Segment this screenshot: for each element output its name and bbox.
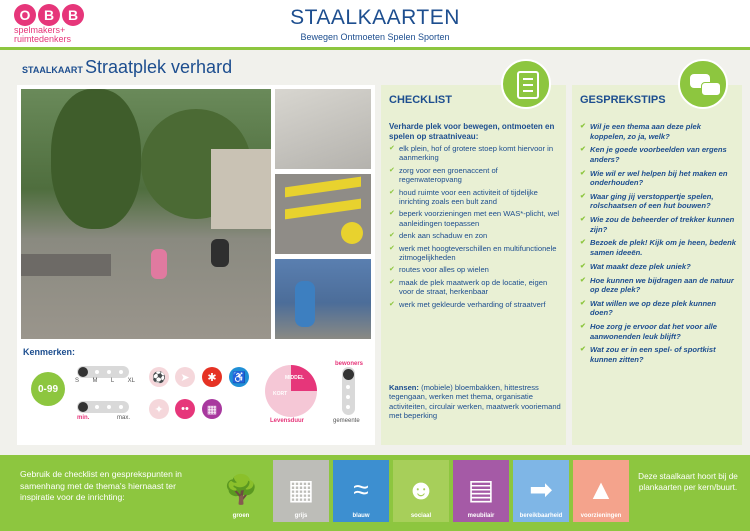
list-item: ✔ Wat willen we op deze plek kunnen doen?: [580, 299, 738, 318]
kansen-text: [389, 383, 561, 420]
bewoners-label: bewoners: [335, 361, 364, 367]
size-l: L: [110, 378, 115, 384]
size-xl: XL: [127, 378, 135, 384]
speech-bubbles-icon: [678, 59, 728, 109]
card-label: STAALKAART: [22, 65, 83, 75]
theme-blauw: [333, 460, 389, 522]
theme-label: sociaal: [410, 513, 432, 519]
photo-street-paint: [275, 174, 371, 254]
main-photo: [21, 89, 271, 339]
list-item: ✔ zorg voor een groenaccent of regenwateropvang: [389, 166, 561, 185]
list-item: ✔ denk aan schaduw en zon: [389, 231, 561, 240]
theme-label: meubilair: [467, 513, 495, 519]
footer-note: Deze staalkaart hoort bij de plankaarten per kern/buurt.: [638, 472, 738, 492]
list-item: ✔ routes voor alles op wielen: [389, 265, 561, 274]
list-item: ✔ Waar ging jij verstoppertje spelen, rolschaatsen of een hut bouwen?: [580, 192, 738, 211]
wheelchair-icon: ♿: [229, 367, 249, 387]
footer-instructions: Gebruik de checklist en gesprekspunten in samenhang met de thema's hiernaast ter inspiratie voor de inrichting:: [20, 469, 182, 502]
theme-label: voorzieningen: [580, 513, 622, 519]
min-label: min.: [77, 415, 90, 421]
playground-icon: ▲: [587, 474, 615, 505]
page-subtitle: Bewegen Ontmoeten Spelen Sporten: [300, 32, 450, 42]
theme-meubilair: [453, 460, 509, 522]
age-badge: 0-99: [31, 372, 65, 406]
page-title: STAALKAARTEN: [290, 6, 460, 29]
footer: [0, 455, 750, 531]
list-item: ✔ Hoe kunnen we bijdragen aan de natuur op deze plek?: [580, 276, 738, 295]
size-labels: [75, 378, 135, 384]
photo-man-painting: [275, 259, 371, 339]
list-item: ✔ Wil je een thema aan deze plek koppelen, zo ja, welk?: [580, 122, 738, 141]
checklist-items: [389, 144, 561, 312]
size-m: M: [92, 378, 98, 384]
wave-icon: ≈: [353, 474, 369, 505]
pie-kort: KORT: [273, 391, 288, 397]
tools-icon: ✦: [149, 399, 169, 419]
theme-groen: [213, 460, 269, 522]
theme-grijs: [273, 460, 329, 522]
kenmerken-title: Kenmerken:: [23, 347, 76, 357]
gesprekstips-panel: [572, 85, 742, 445]
gesprekstips-heading: GESPREKSTIPS: [580, 94, 666, 106]
logo-letter: B: [38, 4, 60, 26]
theme-label: bereikbaarheid: [519, 513, 563, 519]
people-icon: ☻: [406, 474, 436, 505]
bench-icon: ▦: [202, 399, 222, 419]
list-item: ✔ Wie wil er wel helpen bij het maken en onderhouden?: [580, 169, 738, 188]
checklist-intro: Verharde plek voor bewegen, ontmoeten en spelen op straatniveau:: [389, 122, 555, 141]
list-item: ✔ Hoe zorg je ervoor dat het voor alle aanwonenden leuk blijft?: [580, 322, 738, 341]
logo-tagline-2: ruimtedenkers: [14, 34, 72, 44]
theme-bereikbaarheid: [513, 460, 569, 522]
initiative-slider: [342, 367, 355, 415]
size-s: S: [75, 378, 80, 384]
pie-middel: MIDDEL: [285, 375, 305, 381]
gesprekstips-items: [580, 122, 738, 369]
chat-icon: ••: [175, 399, 195, 419]
ball-icon: ⚽: [149, 367, 169, 387]
running-icon: ➤: [175, 367, 195, 387]
theme-label: groen: [232, 513, 250, 519]
budget-slider: [77, 401, 129, 413]
kansen-label: Kansen:: [389, 383, 419, 392]
checklist-heading: CHECKLIST: [389, 94, 452, 106]
tree-icon: 🌳: [223, 474, 259, 505]
list-item: ✔ Wat maakt deze plek uniek?: [580, 262, 738, 272]
levensduur-pie: [265, 365, 317, 417]
logo-tagline-1: spelmakers+: [14, 25, 66, 35]
list-item: ✔ Wat zou er in een spel- of sportkist kunnen zitten?: [580, 345, 738, 364]
header: [0, 0, 750, 50]
theme-sociaal: [393, 460, 449, 522]
logo-letter: B: [62, 4, 84, 26]
list-item: ✔ elk plein, hof of grotere stoep komt hiervoor in aanmerking: [389, 144, 561, 163]
gemeente-label: gemeente: [333, 418, 360, 424]
list-item: ✔ houd ruimte voor een activiteit of tijdelijke inrichting zoals een bult zand: [389, 188, 561, 207]
max-label: max.: [117, 415, 131, 421]
logo-letter: O: [14, 4, 36, 26]
list-item: ✔ Bezoek de plek! Kijk om je heen, bedenk samen ideeën.: [580, 238, 738, 257]
list-item: ✔ werk met gekleurde verharding of straatverf: [389, 300, 561, 309]
brick-wall-icon: ▦: [287, 474, 315, 505]
footsteps-icon: ➡: [529, 474, 553, 505]
photo-blocks: [275, 89, 371, 169]
list-item: ✔ beperk voorzieningen met een WAS*-plicht, wel aanleidingen toepassen: [389, 209, 561, 228]
list-item: ✔ Ken je goede voorbeelden van ergens anders?: [580, 145, 738, 164]
bench-icon: ▤: [467, 474, 495, 505]
theme-voorzieningen: [573, 460, 629, 522]
kansen-body: (mobiele) bloembakken, hittestress tegengaan, werken met thema, organisatie activiteiten, circulair werken, maatwerk vooriemand met beperking: [389, 383, 561, 420]
list-item: ✔ Wie zou de beheerder of trekker kunnen zijn?: [580, 215, 738, 234]
theme-label: grijs: [294, 513, 308, 519]
clipboard-icon: [501, 59, 551, 109]
size-slider: [77, 366, 129, 378]
list-item: ✔ werk met hoogteverschillen en multifunctionele zitmogelijkheden: [389, 244, 561, 263]
list-item: ✔ maak de plek maatwerk op de locatie, eigen voor de straat, herkenbaar: [389, 278, 561, 297]
levensduur-label: Levensduur: [270, 418, 305, 424]
card-title: Straatplek verhard: [85, 57, 233, 77]
play-icon: ✱: [202, 367, 222, 387]
theme-label: blauw: [352, 513, 370, 519]
photo-panel: [17, 85, 375, 445]
checklist-panel: [381, 85, 566, 445]
